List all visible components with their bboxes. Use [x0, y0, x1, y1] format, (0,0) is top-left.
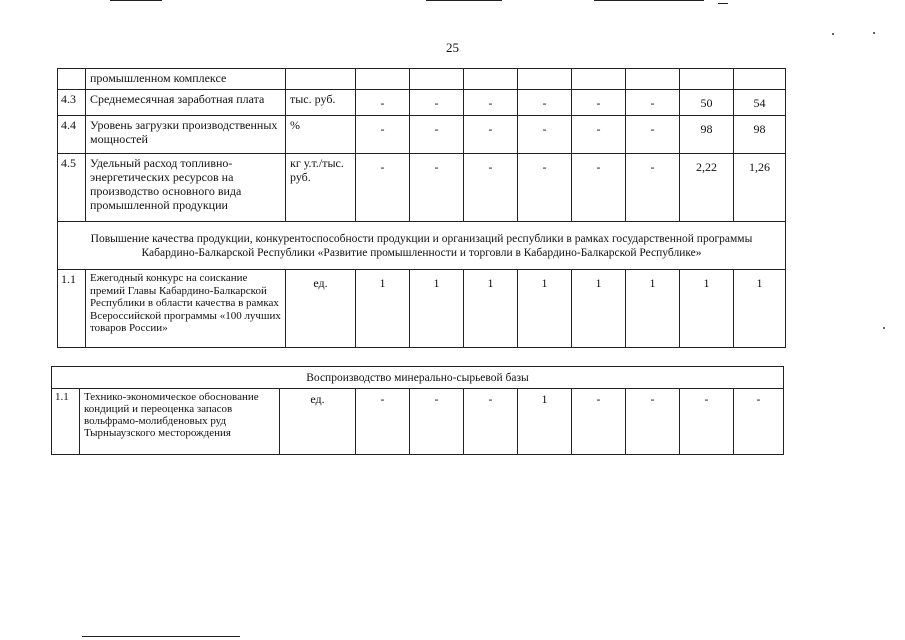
- row-number: [58, 69, 86, 90]
- value-cell: 2,22: [680, 154, 734, 222]
- row-number: 4.3: [58, 90, 86, 116]
- value-cell: 1,26: [734, 154, 786, 222]
- row-number: 4.4: [58, 116, 86, 154]
- scan-mark-bottom: [82, 636, 240, 637]
- value-cell: 1: [518, 270, 572, 348]
- value-cell: -: [356, 90, 410, 116]
- table-row: [52, 389, 784, 455]
- value-cell: 1: [626, 270, 680, 348]
- value-cell: -: [356, 389, 410, 455]
- value-cell: -: [572, 116, 626, 154]
- value-cell: [680, 69, 734, 90]
- table-row: [58, 90, 786, 116]
- value-cell: -: [572, 90, 626, 116]
- value-cell: [464, 69, 518, 90]
- value-cell: -: [464, 90, 518, 116]
- value-cell: [572, 69, 626, 90]
- value-cell: 1: [464, 270, 518, 348]
- value-cell: -: [410, 154, 464, 222]
- section-title: Воспроизводство минерально-сырьевой базы: [52, 367, 784, 389]
- value-cell: [734, 69, 786, 90]
- row-number: 1.1: [58, 270, 86, 348]
- value-cell: [356, 69, 410, 90]
- value-cell: -: [410, 389, 464, 455]
- indicator-unit: ед.: [286, 270, 356, 348]
- table-row: [58, 116, 786, 154]
- scan-mark-top-1: [110, 0, 162, 1]
- indicator-name: Уровень загрузки производственных мощностей: [86, 116, 286, 154]
- indicator-unit: тыс. руб.: [286, 90, 356, 116]
- indicators-table: [57, 68, 786, 348]
- indicator-unit: кг у.т./тыс. руб.: [286, 154, 356, 222]
- value-cell: [518, 69, 572, 90]
- row-number: 4.5: [58, 154, 86, 222]
- scan-mark-top-2: [426, 0, 502, 1]
- value-cell: [626, 69, 680, 90]
- value-cell: 1: [518, 389, 572, 455]
- value-cell: -: [626, 154, 680, 222]
- value-cell: 54: [734, 90, 786, 116]
- section-header-row: [58, 222, 786, 270]
- value-cell: -: [464, 116, 518, 154]
- value-cell: -: [518, 154, 572, 222]
- minerals-table: [51, 366, 784, 455]
- value-cell: 1: [410, 270, 464, 348]
- value-cell: -: [356, 154, 410, 222]
- value-cell: 98: [734, 116, 786, 154]
- scan-mark-top-4: [718, 3, 728, 4]
- value-cell: -: [626, 90, 680, 116]
- value-cell: -: [464, 154, 518, 222]
- scan-speck: [832, 33, 834, 35]
- row-number: 1.1: [52, 389, 80, 455]
- value-cell: -: [518, 116, 572, 154]
- indicator-name: промышленном комплексе: [86, 69, 286, 90]
- scan-mark-top-3: [594, 0, 704, 1]
- indicator-name: Ежегодный конкурс на соискание премий Главы Кабардино-Балкарской Республики в области качества в рамках Всероссийской программы «100 лучших товаров России»: [86, 270, 286, 348]
- value-cell: 1: [356, 270, 410, 348]
- value-cell: -: [734, 389, 784, 455]
- scan-speck: [873, 32, 875, 34]
- value-cell: -: [572, 154, 626, 222]
- scan-speck: [883, 327, 885, 329]
- value-cell: -: [356, 116, 410, 154]
- value-cell: -: [626, 389, 680, 455]
- value-cell: -: [518, 90, 572, 116]
- indicator-unit: %: [286, 116, 356, 154]
- value-cell: -: [572, 389, 626, 455]
- value-cell: 98: [680, 116, 734, 154]
- table-row: [58, 69, 786, 90]
- value-cell: -: [410, 116, 464, 154]
- value-cell: -: [626, 116, 680, 154]
- value-cell: -: [410, 90, 464, 116]
- section-title: Повышение качества продукции, конкурентоспособности продукции и организаций республики в рамках государственной программы Кабардино-Балкарской Республики «Развитие промышленности и торговли в Кабардино-Балкарской Республике»: [58, 222, 786, 270]
- value-cell: [410, 69, 464, 90]
- value-cell: 1: [572, 270, 626, 348]
- value-cell: 1: [734, 270, 786, 348]
- table-row: [58, 154, 786, 222]
- value-cell: 50: [680, 90, 734, 116]
- table-row: [58, 270, 786, 348]
- indicator-name: Среднемесячная заработная плата: [86, 90, 286, 116]
- indicators-table-block: [57, 68, 785, 348]
- indicator-unit: ед.: [280, 389, 356, 455]
- minerals-table-block: [51, 366, 783, 455]
- section-header-row: [52, 367, 784, 389]
- indicator-name: Удельный расход топливно-энергетических ресурсов на производство основного вида промышленной продукции: [86, 154, 286, 222]
- value-cell: -: [464, 389, 518, 455]
- indicator-name: Технико-экономическое обоснование кондиций и переоценка запасов вольфрамо-молибденовых руд Тырныаузского месторождения: [80, 389, 280, 455]
- indicator-unit: [286, 69, 356, 90]
- page-number: 25: [446, 40, 459, 55]
- value-cell: 1: [680, 270, 734, 348]
- value-cell: -: [680, 389, 734, 455]
